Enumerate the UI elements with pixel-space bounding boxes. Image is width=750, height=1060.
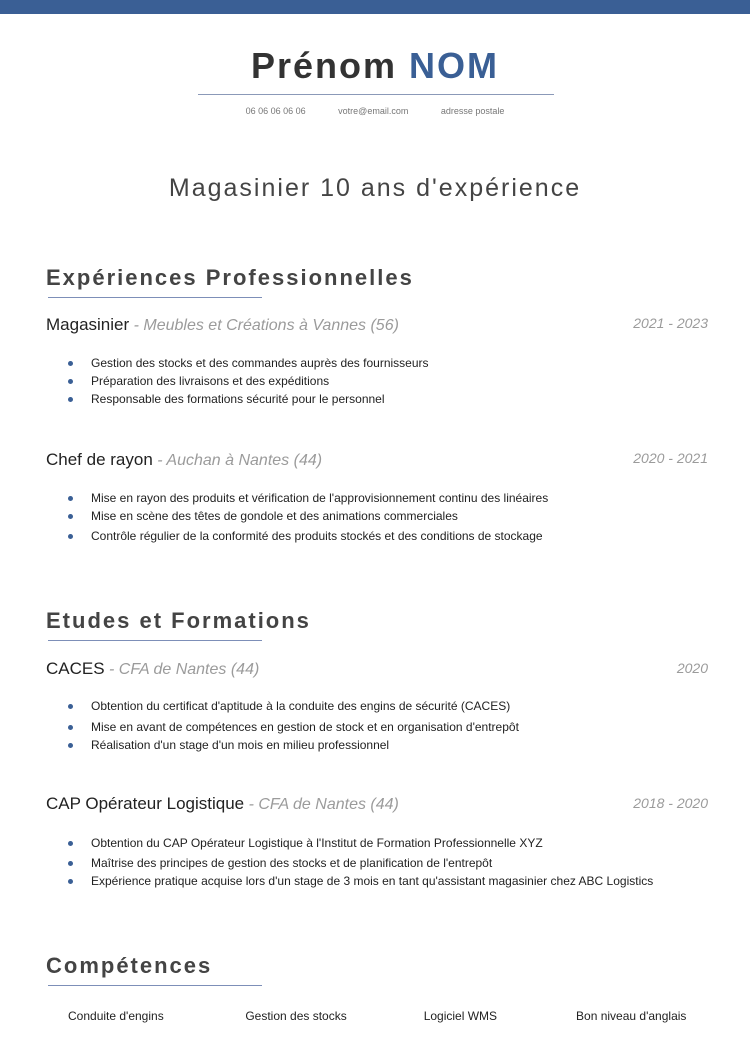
entry-role: CACES — [46, 659, 105, 678]
bullet-item: Mise en avant de compétences en gestion de stock et en organisation d'entrepôt — [68, 718, 519, 736]
candidate-name — [0, 44, 750, 88]
bullet-item: Mise en scène des têtes de gondole et des animations commerciales — [68, 507, 548, 525]
contact-line — [0, 106, 750, 116]
section-divider — [48, 985, 262, 986]
section-divider — [48, 297, 262, 298]
entry-bullets — [68, 354, 429, 408]
entry-organization: - CFA de Nantes (44) — [104, 661, 260, 678]
skill-item: Bon niveau d'anglais — [576, 1009, 687, 1023]
bullet-item: Mise en rayon des produits et vérification de l'approvisionnement continu des linéaires — [68, 489, 548, 507]
bullet-item: Obtention du certificat d'aptitude à la conduite des engins de sécurité (CACES) — [68, 697, 519, 715]
entry-heading — [46, 450, 322, 470]
skill-item: Logiciel WMS — [423, 1009, 498, 1023]
section-title-experiences: Expériences Professionnelles — [46, 265, 414, 290]
bullet-item: Réalisation d'un stage d'un mois en milieu professionnel — [68, 736, 519, 754]
bullet-item: Obtention du CAP Opérateur Logistique à l'Institut de Formation Professionnelle XYZ — [68, 834, 653, 852]
entry-heading — [46, 794, 399, 814]
entry-bullets — [68, 834, 653, 890]
name-divider — [198, 94, 554, 95]
skills-list — [68, 1009, 686, 1023]
bullet-item: Expérience pratique acquise lors d'un stage de 3 mois en tant qu'assistant magasinier chez ABC Logistics — [68, 872, 653, 890]
bullet-item: Gestion des stocks et des commandes auprès des fournisseurs — [68, 354, 429, 372]
entry-organization: - Meubles et Créations à Vannes (56) — [129, 317, 399, 334]
entry-date: 2020 - 2021 — [633, 450, 708, 466]
entry-role: Magasinier — [46, 315, 130, 334]
bullet-item: Contrôle régulier de la conformité des produits stockés et des conditions de stockage — [68, 527, 548, 545]
phone: 06 06 06 06 06 — [245, 106, 306, 116]
job-title: Magasinier 10 ans d'expérience — [168, 174, 582, 202]
entry-organization: - CFA de Nantes (44) — [244, 796, 399, 813]
entry-date: 2020 — [676, 660, 708, 676]
entry-heading — [46, 315, 399, 335]
entry-heading — [46, 659, 259, 679]
section-divider — [48, 640, 262, 641]
entry-date: 2018 - 2020 — [633, 795, 708, 811]
entry-bullets — [68, 697, 519, 754]
skill-item: Gestion des stocks — [245, 1009, 347, 1023]
bullet-item: Maîtrise des principes de gestion des stocks et de planification de l'entrepôt — [68, 854, 653, 872]
first-name: Prénom — [250, 45, 398, 86]
entry-bullets — [68, 489, 548, 545]
top-accent-bar — [0, 0, 750, 14]
address: adresse postale — [440, 106, 505, 116]
section-title-skills: Compétences — [46, 953, 213, 978]
entry-role: CAP Opérateur Logistique — [46, 794, 245, 813]
entry-organization: - Auchan à Nantes (44) — [152, 452, 323, 469]
bullet-item: Responsable des formations sécurité pour le personnel — [68, 390, 429, 408]
last-name: NOM — [409, 45, 500, 86]
skill-item: Conduite d'engins — [68, 1009, 164, 1023]
section-title-education: Etudes et Formations — [46, 608, 311, 633]
entry-role: Chef de rayon — [46, 450, 153, 469]
entry-date: 2021 - 2023 — [633, 315, 708, 331]
bullet-item: Préparation des livraisons et des expéditions — [68, 372, 429, 390]
email: votre@email.com — [338, 106, 409, 116]
